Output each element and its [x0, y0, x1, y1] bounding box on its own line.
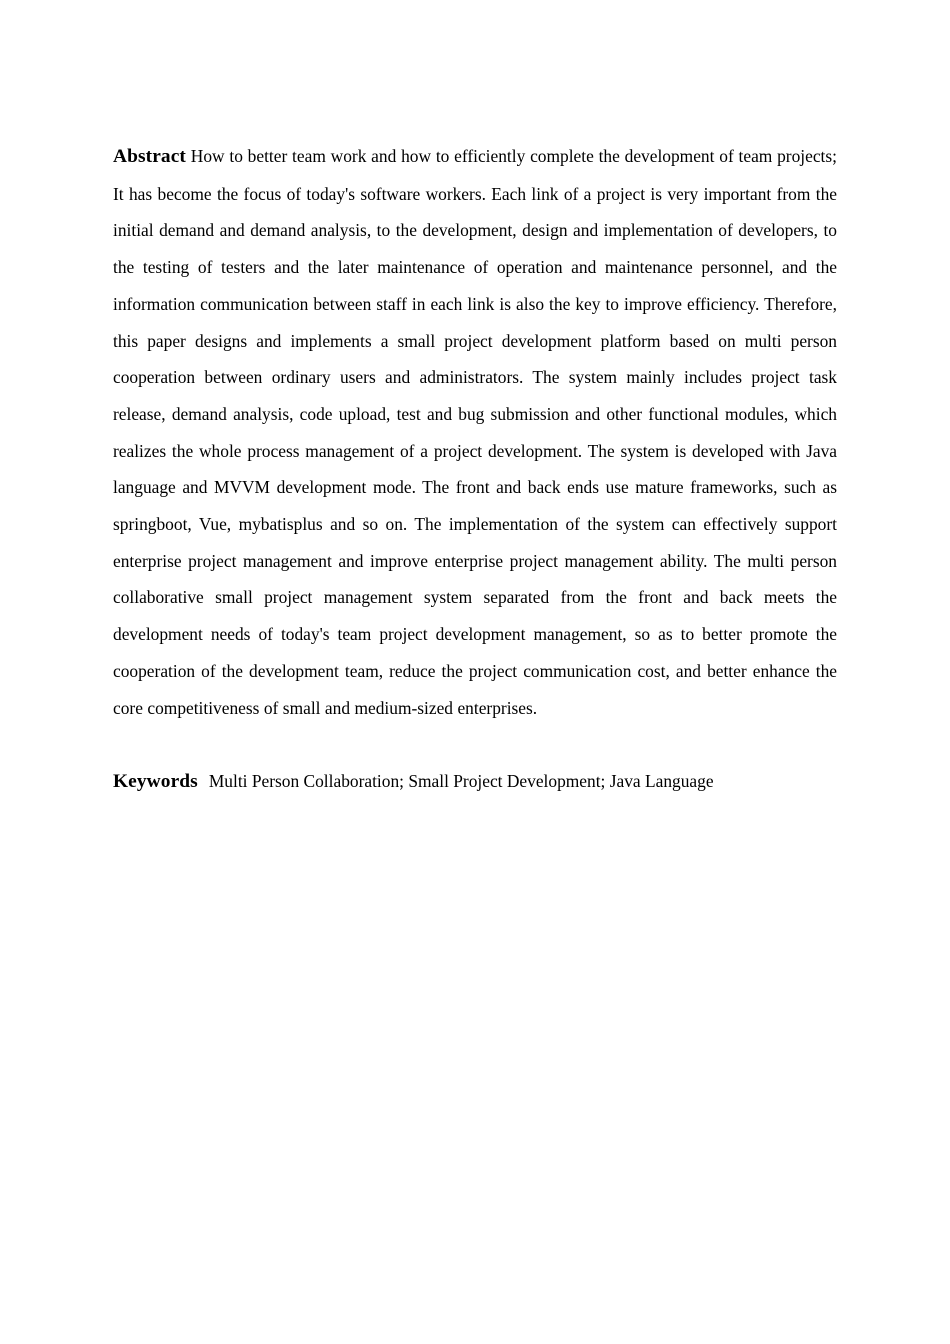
abstract-body-text: How to better team work and how to efficiently complete the development of team projects; It has become the focus of today's software workers. Each link of a project is very important from the initial demand and demand analysis, to the development, design and implementation of developers, to the testing of testers and the later maintenance of operation and maintenance personnel, and the information communication between staff in each link is also the key to improve efficiency. Therefore, this paper designs and implements a small project development platform based on multi person cooperation between ordinary users and administrators. The system mainly includes project task release, demand analysis, code upload, test and bug submission and other functional modules, which realizes the whole process management of a project development. The system is developed with Java language and MVVM development mode. The front and back ends use mature frameworks, such as springboot, Vue, mybatisplus and so on. The implementation of the system can effectively support enterprise project management and improve enterprise project management ability. The multi person collaborative small project management system separated from the front and back meets the development needs of today's team project development management, so as to better promote the cooperation of the development team, reduce the project communication cost, and better enhance the core competitiveness of small and medium-sized enterprises.	[113, 146, 837, 718]
abstract-section	[113, 138, 837, 801]
abstract-paragraph	[113, 138, 837, 726]
keywords-line	[113, 763, 837, 801]
keywords-heading-label: Keywords	[113, 770, 198, 792]
keywords-values-text: Multi Person Collaboration; Small Project Development; Java Language	[208, 770, 714, 791]
abstract-heading-label: Abstract	[113, 146, 186, 167]
